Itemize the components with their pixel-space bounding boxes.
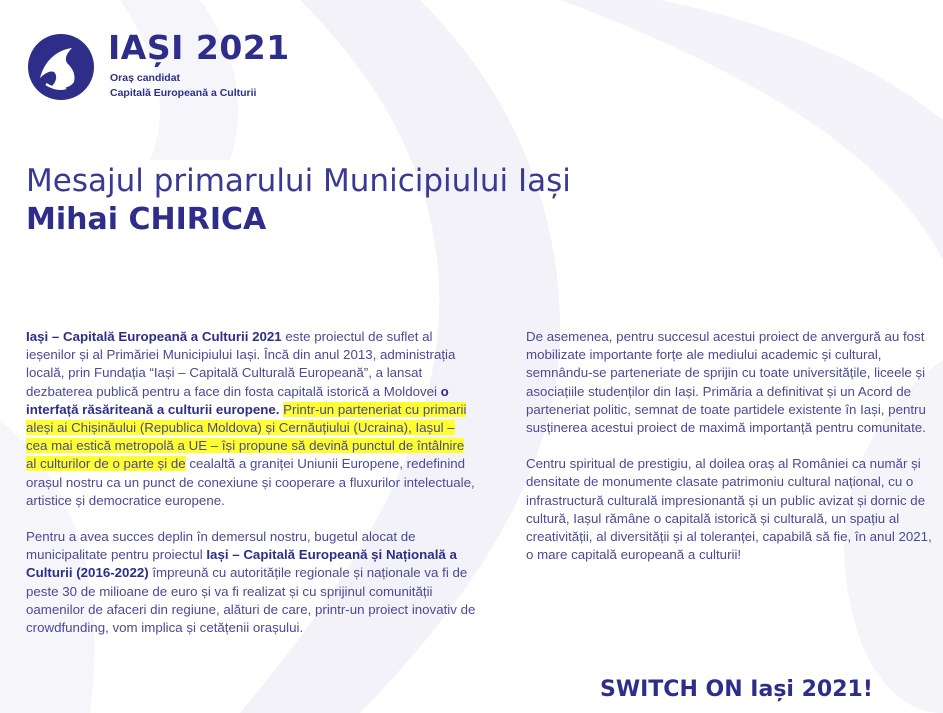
iasi-2021-logo <box>26 32 96 102</box>
right-paragraph-2: Centru spiritual de prestigiu, al doilea oraș al României ca număr și densitate de monumente clasate patrimoniu cultural național, cu o infrastructură culturală impresionantă și un public avizat și dornic de cultură, Iașul rămâne o capitală istorică și culturală, un spațiu al creativității, al diversității și al toleranței, capabilă să fie, în anul 2021, o mare capitală europeană a culturii! <box>526 456 932 563</box>
left-paragraph-2 <box>26 528 478 637</box>
brand-title: IAȘI 2021 <box>108 28 290 67</box>
brand-subtitle-line1: Oraș candidat <box>110 72 181 84</box>
brand-subtitle <box>110 71 256 101</box>
right-paragraph-1: De asemenea, pentru succesul acestui proiect de anvergură au fost mobilizate importante forțe ale mediului academic și cultural, semnându-se parteneriate de sprijin cu toate universitățile, liceele și asociațiile studenților din Iași. Primăria a definitivat și un Acord de parteneriat politic, semnat de toate partidele existente în Iași, pentru susținerea acestui proiect de maximă importanță pentru comunitate. <box>526 329 926 436</box>
left-p1-text2: cealaltă a graniței Uniunii Europene, redefinind orașul nostru ca un punct de conexiune și cooperare a fluxurilor intelectuale, artistice și democratice europene. <box>26 456 475 508</box>
project-name-bold: Iași – Capitală Europeană a Culturii 2021 <box>26 329 282 344</box>
project-period-bold: Iași – Capitală Europeană și Națională a Culturii (2016-2022) <box>26 547 457 581</box>
left-p1-text1: este proiectul de suflet al ieșenilor și al Primăriei Municipiului Iași. Încă din anul 2013, administrația locală, prin Fundația “Iași – Capitală Culturală Europeană”, a lansat dezbaterea publică pentru a face din fosta capitală istorică a Moldovei <box>26 329 456 399</box>
left-p2-text2: împreună cu autoritățile regionale și naționale va fi de peste 30 de milioane de euro și va fi realizat și cu sprijinul comunității oamenilor de afaceri din regiune, alături de care, printr-un proiect inovativ de crowdfunding, vom implica și cetățenii orașului. <box>26 565 476 636</box>
mayor-name: Mihai CHIRICA <box>26 202 267 237</box>
footer-slogan: SWITCH ON Iași 2021! <box>600 677 873 702</box>
page-title: Mesajul primarului Municipiului Iași <box>26 163 571 199</box>
eastern-interface-bold: o interfață răsăriteană a culturii europene. <box>26 383 449 417</box>
left-p2-text1: Pentru a avea succes deplin în demersul nostru, bugetul alocat de municipalitate pentru proiectul <box>26 529 416 563</box>
right-column <box>526 328 936 582</box>
left-paragraph-1 <box>26 328 478 510</box>
highlighted-passage: Printr-un parteneriat cu primarii aleși ai Chișinăului (Republica Moldova) și Cernăuțiului (Ucraina), Iașul – cea mai estică metropolă a UE – își propune să devină punctul de întâlnire al culturilor de o parte și de <box>26 401 467 472</box>
brand-subtitle-line2: Capitală Europeană a Culturii <box>110 87 257 99</box>
left-column <box>26 328 478 655</box>
